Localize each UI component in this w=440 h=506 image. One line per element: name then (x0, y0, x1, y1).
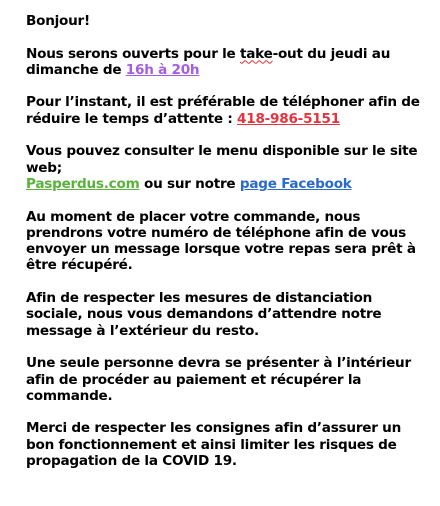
paragraph-distancing: Afin de respecter les mesures de distanciation sociale, nous vous demandons d’attendre notre message à l’extérieur du resto. (26, 290, 382, 339)
greeting-text: Bonjour! (26, 13, 90, 29)
takeout-word: take (240, 45, 273, 62)
paragraph-phone (26, 94, 432, 127)
menu-or-text: ou sur notre (139, 175, 240, 192)
paragraph-menu (26, 143, 432, 192)
website-link[interactable]: Pasperdus.com (26, 175, 140, 192)
paragraph-thanks: Merci de respecter les consignes afin d’assurer un bon fonctionnement et ainsi limiter les risques de propagation de la COVID 19. (26, 420, 402, 470)
hours-intro-text: Nous serons ouverts pour le (26, 45, 240, 62)
hours-days-text: -out du jeudi au dimanche de (26, 45, 391, 78)
phone-link[interactable]: 418-986-5151 (237, 110, 340, 127)
phone-intro-text: Pour l’instant, il est préférable de téléphoner afin de réduire le temps d’attente : (26, 94, 420, 127)
facebook-link[interactable]: page Facebook (239, 175, 352, 192)
paragraph-payment: Une seule personne devra se présenter à l’intérieur afin de procéder au paiement et récupérer la commande. (26, 355, 411, 404)
greeting (26, 13, 432, 29)
paragraph-order: Au moment de placer votre commande, nous prendrons votre numéro de téléphone afin de vous envoyer un message lorsque votre repas sera prêt à être récupéré. (26, 208, 416, 274)
hours-link[interactable]: 16h à 20h (125, 61, 200, 78)
menu-intro-text: Vous pouvez consulter le menu disponible sur le site web; (26, 143, 418, 176)
paragraph-hours (26, 46, 432, 79)
document-body (26, 13, 432, 486)
